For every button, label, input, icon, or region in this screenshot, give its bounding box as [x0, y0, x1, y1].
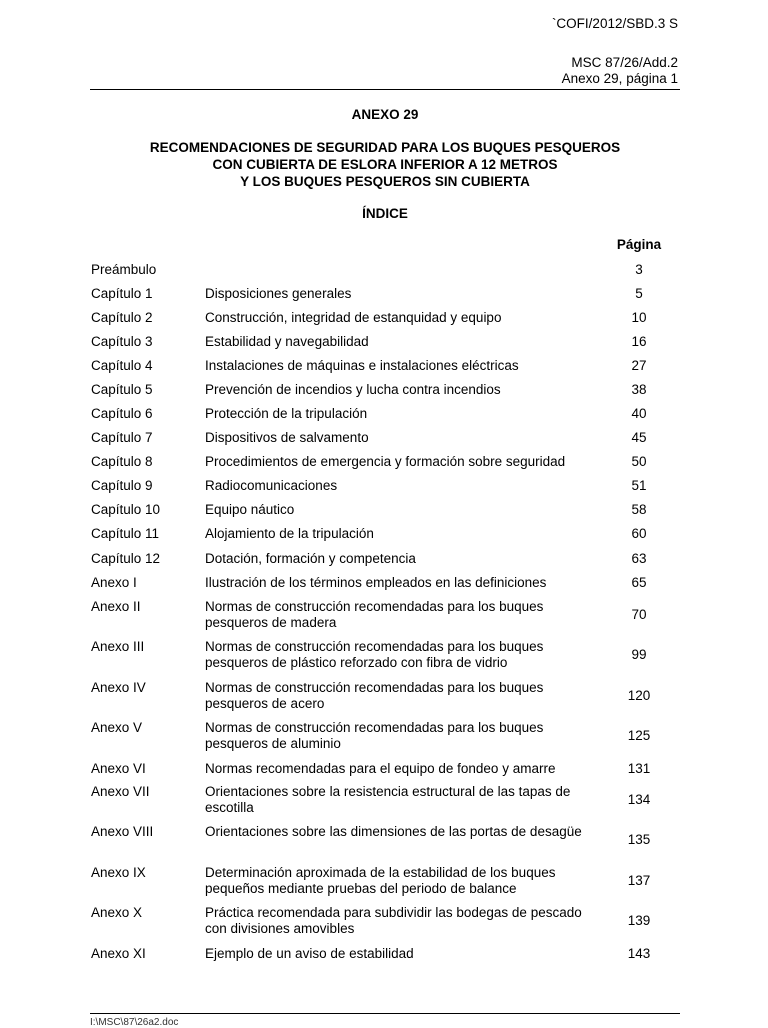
toc-title: Determinación aproximada de la estabilidad de los buques pequeños mediante pruebas del periodo de balance [205, 865, 556, 896]
toc-title: Dispositivos de salvamento [205, 430, 369, 445]
toc-title: Estabilidad y navegabilidad [205, 334, 369, 349]
document-title [90, 139, 680, 190]
toc-label: Capítulo 12 [91, 551, 161, 566]
toc-title: Protección de la tripulación [205, 406, 368, 421]
toc-page-number: 99 [631, 647, 647, 662]
toc-label: Anexo II [91, 599, 141, 614]
toc-page-number: 27 [631, 358, 647, 373]
toc-page-number: 3 [635, 262, 643, 277]
toc-page-number: 137 [627, 873, 651, 888]
toc-label: Anexo XI [91, 946, 146, 961]
toc-page-number: 16 [631, 334, 647, 349]
toc-title: Ilustración de los términos empleados en las definiciones [205, 575, 547, 590]
toc-label: Capítulo 4 [91, 358, 153, 373]
title-line-1: RECOMENDACIONES DE SEGURIDAD PARA LOS BUQUES PESQUEROS [149, 140, 621, 155]
title-line-3: Y LOS BUQUES PESQUEROS SIN CUBIERTA [240, 174, 530, 189]
toc-page-number: 51 [631, 478, 647, 493]
toc-page-number: 63 [631, 551, 647, 566]
toc-label: Preámbulo [91, 262, 157, 277]
toc-title: Radiocomunicaciones [205, 478, 338, 493]
toc-label: Anexo X [91, 905, 143, 920]
toc-label: Capítulo 8 [91, 454, 153, 469]
toc-page-number: 38 [631, 382, 647, 397]
toc-label: Capítulo 7 [91, 430, 153, 445]
toc-page-number: 40 [631, 406, 647, 421]
document-code: `COFI/2012/SBD.3 S [551, 16, 678, 31]
toc-title: Disposiciones generales [205, 286, 352, 301]
toc-title: Procedimientos de emergencia y formación sobre seguridad [205, 454, 566, 469]
toc-label: Anexo VIII [91, 824, 154, 839]
toc-page-number: 134 [627, 792, 651, 807]
page-column-header: Página [616, 237, 662, 252]
toc-title: Orientaciones sobre la resistencia estructural de las tapas de escotilla [205, 784, 571, 815]
toc-label: Capítulo 6 [91, 406, 153, 421]
toc-title: Orientaciones sobre las dimensiones de las portas de desagüe [205, 824, 582, 839]
footer-divider [90, 1013, 680, 1014]
toc-label: Capítulo 5 [91, 382, 153, 397]
toc-title: Ejemplo de un aviso de estabilidad [205, 946, 414, 961]
toc-page-number: 60 [631, 526, 647, 541]
toc-page-number: 10 [631, 310, 647, 325]
toc-title: Dotación, formación y competencia [205, 551, 416, 566]
header-divider [90, 89, 680, 90]
toc-page-number: 65 [631, 575, 647, 590]
toc-page-number: 135 [627, 832, 651, 847]
toc-label: Capítulo 3 [91, 334, 153, 349]
toc-page-number: 5 [635, 286, 643, 301]
reference-line-1: MSC 87/26/Add.2 [571, 55, 678, 70]
toc-title: Normas recomendadas para el equipo de fondeo y amarre [205, 761, 556, 776]
footer-file-path: I:\MSC\87\26a2.doc [90, 1017, 179, 1028]
toc-page-number: 125 [627, 728, 651, 743]
toc-page-number: 131 [627, 761, 651, 776]
toc-title: Construcción, integridad de estanquidad y equipo [205, 310, 502, 325]
toc-page-number: 50 [631, 454, 647, 469]
toc-label: Anexo VII [91, 784, 150, 799]
toc-title: Normas de construcción recomendadas para los buques pesqueros de acero [205, 680, 544, 711]
toc-title: Alojamiento de la tripulación [205, 526, 374, 541]
reference-line-2: Anexo 29, página 1 [561, 71, 678, 86]
toc-title: Instalaciones de máquinas e instalaciones eléctricas [205, 358, 519, 373]
toc-title: Equipo náutico [205, 502, 295, 517]
toc-label: Anexo III [91, 639, 145, 654]
toc-label: Anexo IX [91, 865, 146, 880]
toc-label: Capítulo 1 [91, 286, 153, 301]
toc-title: Prevención de incendios y lucha contra incendios [205, 382, 501, 397]
document-reference [562, 55, 678, 87]
toc-page-number: 120 [627, 688, 651, 703]
toc-label: Anexo IV [91, 680, 146, 695]
index-title: ÍNDICE [362, 206, 408, 221]
toc-label: Anexo I [91, 575, 137, 590]
toc-page-number: 70 [631, 607, 647, 622]
toc-label: Capítulo 11 [91, 526, 160, 541]
toc-title: Normas de construcción recomendadas para los buques pesqueros de aluminio [205, 720, 544, 751]
toc-page-number: 58 [631, 502, 647, 517]
toc-label: Capítulo 9 [91, 478, 153, 493]
toc-label: Capítulo 2 [91, 310, 153, 325]
toc-label: Anexo VI [91, 761, 146, 776]
title-line-2: CON CUBIERTA DE ESLORA INFERIOR A 12 METROS [212, 157, 558, 172]
toc-page-number: 143 [627, 946, 651, 961]
toc-label: Anexo V [91, 720, 143, 735]
toc-page-number: 45 [631, 430, 647, 445]
annex-title: ANEXO 29 [351, 107, 419, 122]
toc-title: Práctica recomendada para subdividir las bodegas de pescado con divisiones amovibles [205, 905, 582, 936]
toc-title: Normas de construcción recomendadas para los buques pesqueros de plástico reforzado con fibra de vidrio [205, 639, 544, 670]
toc-title: Normas de construcción recomendadas para los buques pesqueros de madera [205, 599, 544, 630]
toc-label: Capítulo 10 [91, 502, 161, 517]
toc-page-number: 139 [627, 913, 651, 928]
